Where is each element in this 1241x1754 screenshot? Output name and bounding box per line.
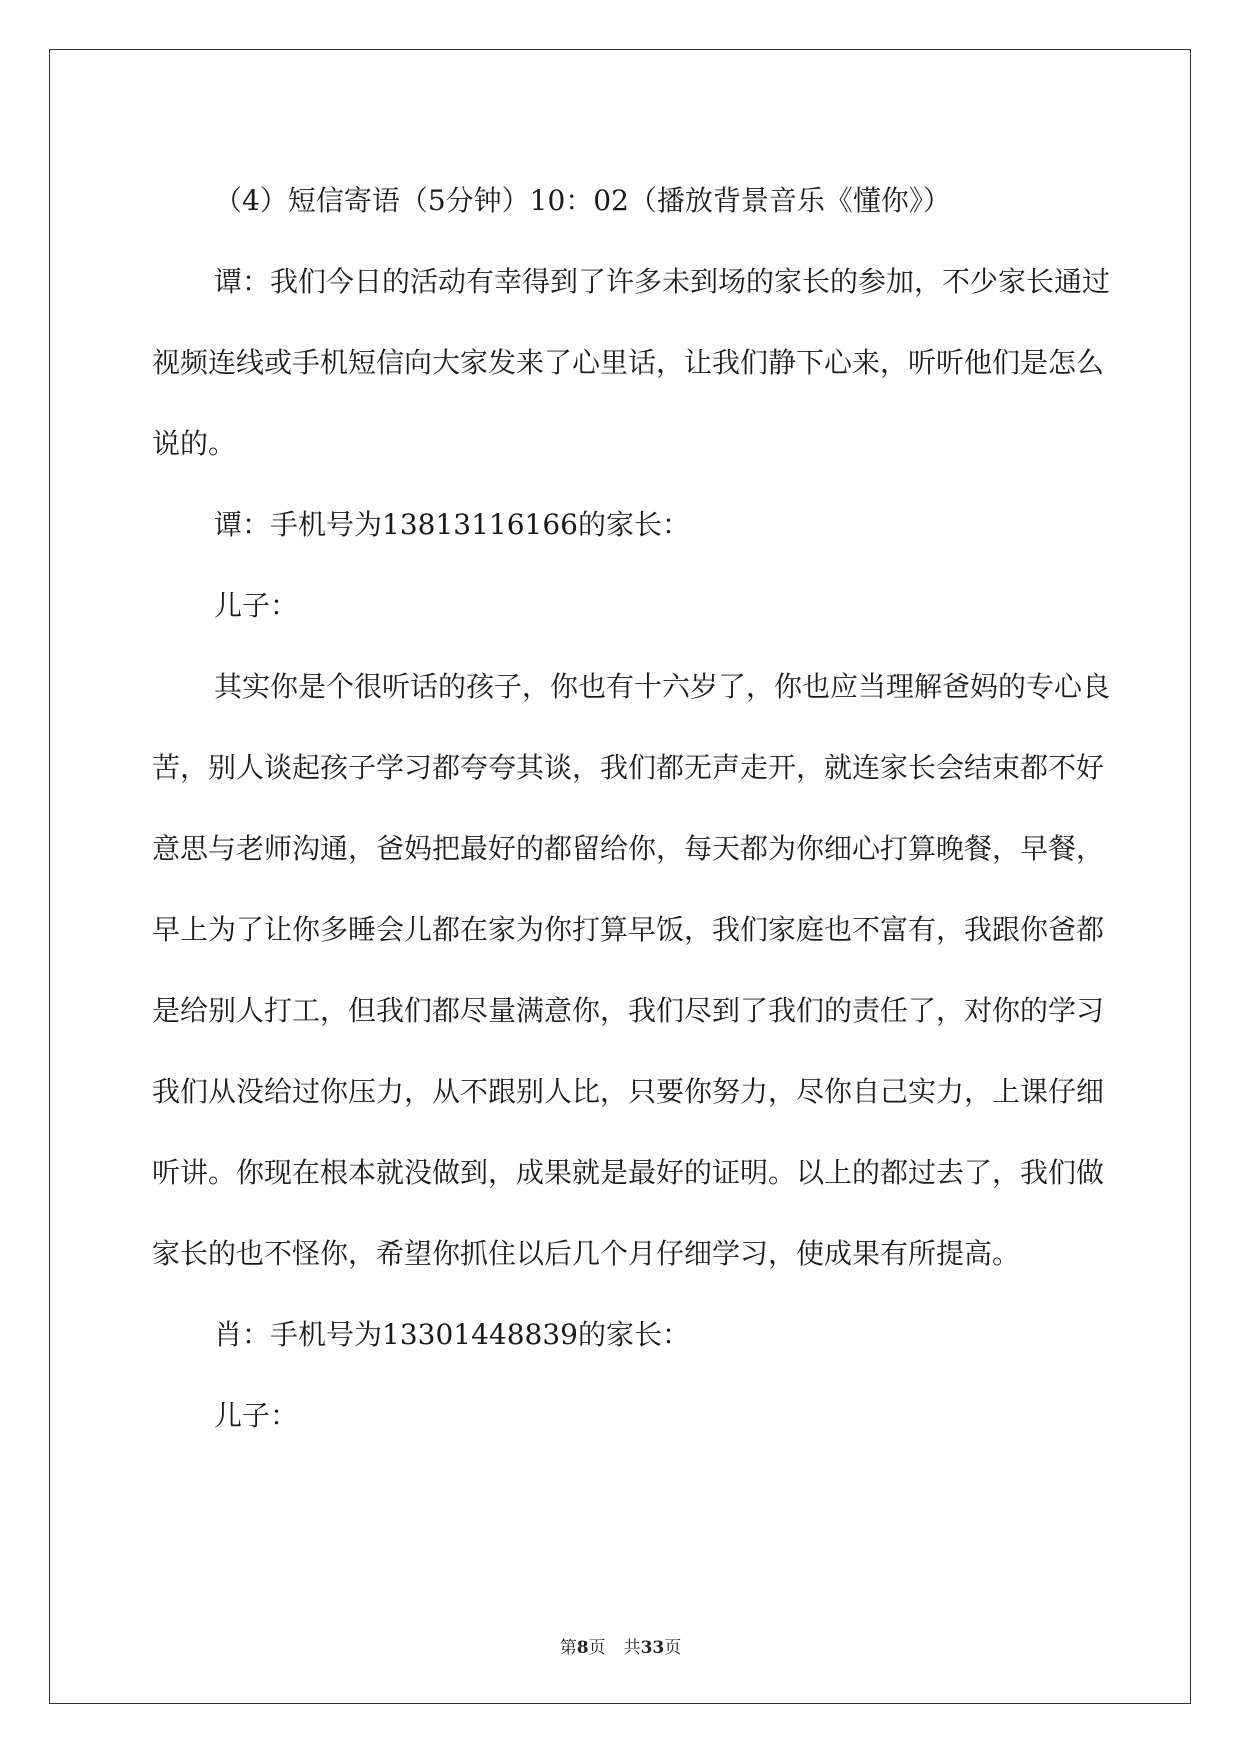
paragraph-intro: 谭：我们今日的活动有幸得到了许多未到场的家长的参加，不少家长通过视频连线或手机短信向大家发来了心里话，让我们静下心来，听听他们是怎么说的。: [152, 265, 1111, 460]
page-prefix: 第: [559, 1638, 577, 1658]
total-prefix: 共: [623, 1638, 641, 1658]
paragraph-section-heading: （4）短信寄语（5分钟）10：02（播放背景音乐《懂你》）: [214, 184, 951, 217]
paragraph-salutation-2: 儿子：: [214, 1399, 299, 1432]
page-suffix: 页: [588, 1638, 606, 1658]
paragraph-parent-1-phone: 谭：手机号为13813116166的家长：: [214, 508, 690, 541]
paragraph-salutation-1: 儿子：: [214, 589, 299, 622]
total-suffix: 页: [664, 1638, 682, 1658]
paragraph-parent-2-phone: 肖：手机号为13301448839的家长：: [214, 1318, 690, 1351]
paragraph-parent-1-message: 其实你是个很听话的孩子，你也有十六岁了，你也应当理解爸妈的专心良苦，别人谈起孩子学习都夸夸其谈，我们都无声走开，就连家长会结束都不好意思与老师沟通，爸妈把最好的都留给你，每天都为你细心打算晚餐，早餐，早上为了让你多睡会儿都在家为你打算早饭，我们家庭也不富有，我跟你爸都是给别人打工，但我们都尽量满意你，我们尽到了我们的责任了，对你的学习我们从没给过你压力，从不跟别人比，只要你努力，尽你自己实力，上课仔细听讲。你现在根本就没做到，成果就是最好的证明。以上的都过去了，我们做家长的也不怪你，希望你抓住以后几个月仔细学习，使成果有所提高。: [152, 670, 1111, 1270]
document-body: [152, 160, 1118, 1456]
total-pages: 33: [640, 1638, 665, 1658]
page-number: 8: [576, 1638, 589, 1658]
page-footer: [0, 1633, 1241, 1658]
